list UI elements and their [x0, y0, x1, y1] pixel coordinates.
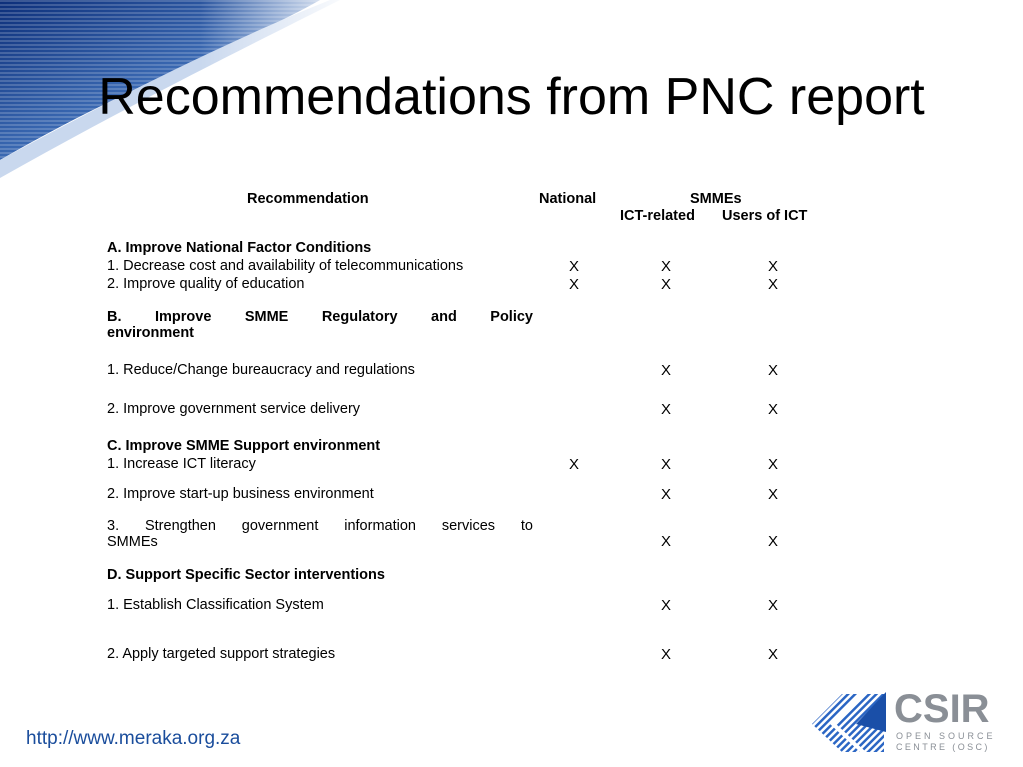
row-d2-users-of-ict-mark: X [767, 646, 778, 663]
row-c3-ict-related-mark: X [660, 533, 671, 550]
footer-url-link[interactable]: http://www.meraka.org.za [26, 728, 241, 749]
row-b1-ict-related-mark: X [660, 362, 671, 379]
row-d2-label: 2. Apply targeted support strategies [107, 646, 336, 662]
row-c3-users-of-ict-mark: X [767, 533, 778, 550]
csir-logo-name: CSIR [894, 687, 990, 731]
row-c2-label: 2. Improve start-up business environment [107, 486, 374, 502]
row-c2-users-of-ict-mark: X [767, 486, 778, 503]
csir-logo-mark-icon [812, 692, 886, 752]
slide-title: Recommendations from PNC report [98, 68, 925, 126]
row-c2-ict-related-mark: X [660, 486, 671, 503]
row-c1-ict-related-mark: X [660, 456, 671, 473]
row-d2-ict-related-mark: X [660, 646, 671, 663]
row-a1-users-of-ict-mark: X [767, 258, 778, 275]
row-c3-label-line1: 3. Strengthen government information services to [107, 518, 533, 534]
row-b2-ict-related-mark: X [660, 401, 671, 418]
row-d1-users-of-ict-mark: X [767, 597, 778, 614]
header-users-of-ict: Users of ICT [722, 208, 808, 224]
row-c1-national-mark: X [568, 456, 579, 473]
row-b1-label: 1. Reduce/Change bureaucracy and regulations [107, 362, 415, 378]
row-d1-label: 1. Establish Classification System [107, 597, 324, 613]
section-heading-c: C. Improve SMME Support environment [107, 438, 381, 454]
row-b2-users-of-ict-mark: X [767, 401, 778, 418]
header-smmes: SMMEs [690, 191, 742, 207]
row-a2-national-mark: X [568, 276, 579, 293]
row-c1-label: 1. Increase ICT literacy [107, 456, 256, 472]
header-ict-related: ICT-related [620, 208, 695, 224]
section-heading-b-line2: environment [107, 325, 195, 341]
row-a2-label: 2. Improve quality of education [107, 276, 305, 292]
row-a1-ict-related-mark: X [660, 258, 671, 275]
csir-logo [812, 686, 1012, 756]
row-a2-users-of-ict-mark: X [767, 276, 778, 293]
section-heading-a: A. Improve National Factor Conditions [107, 240, 372, 256]
header-national: National [539, 191, 597, 207]
row-a2-ict-related-mark: X [660, 276, 671, 293]
section-heading-b-line1: B. Improve SMME Regulatory and Policy [107, 309, 533, 325]
csir-logo-subtitle-line1: OPEN SOURCE [896, 731, 996, 741]
row-c3-label-line2: SMMEs [107, 534, 158, 550]
row-d1-ict-related-mark: X [660, 597, 671, 614]
row-b2-label: 2. Improve government service delivery [107, 401, 361, 417]
row-b1-users-of-ict-mark: X [767, 362, 778, 379]
section-heading-d: D. Support Specific Sector interventions [107, 567, 385, 583]
header-recommendation: Recommendation [247, 191, 369, 207]
csir-logo-subtitle-line2: CENTRE (OSC) [896, 742, 990, 752]
row-a1-national-mark: X [568, 258, 579, 275]
row-a1-label: 1. Decrease cost and availability of telecommunications [107, 258, 464, 274]
row-c1-users-of-ict-mark: X [767, 456, 778, 473]
